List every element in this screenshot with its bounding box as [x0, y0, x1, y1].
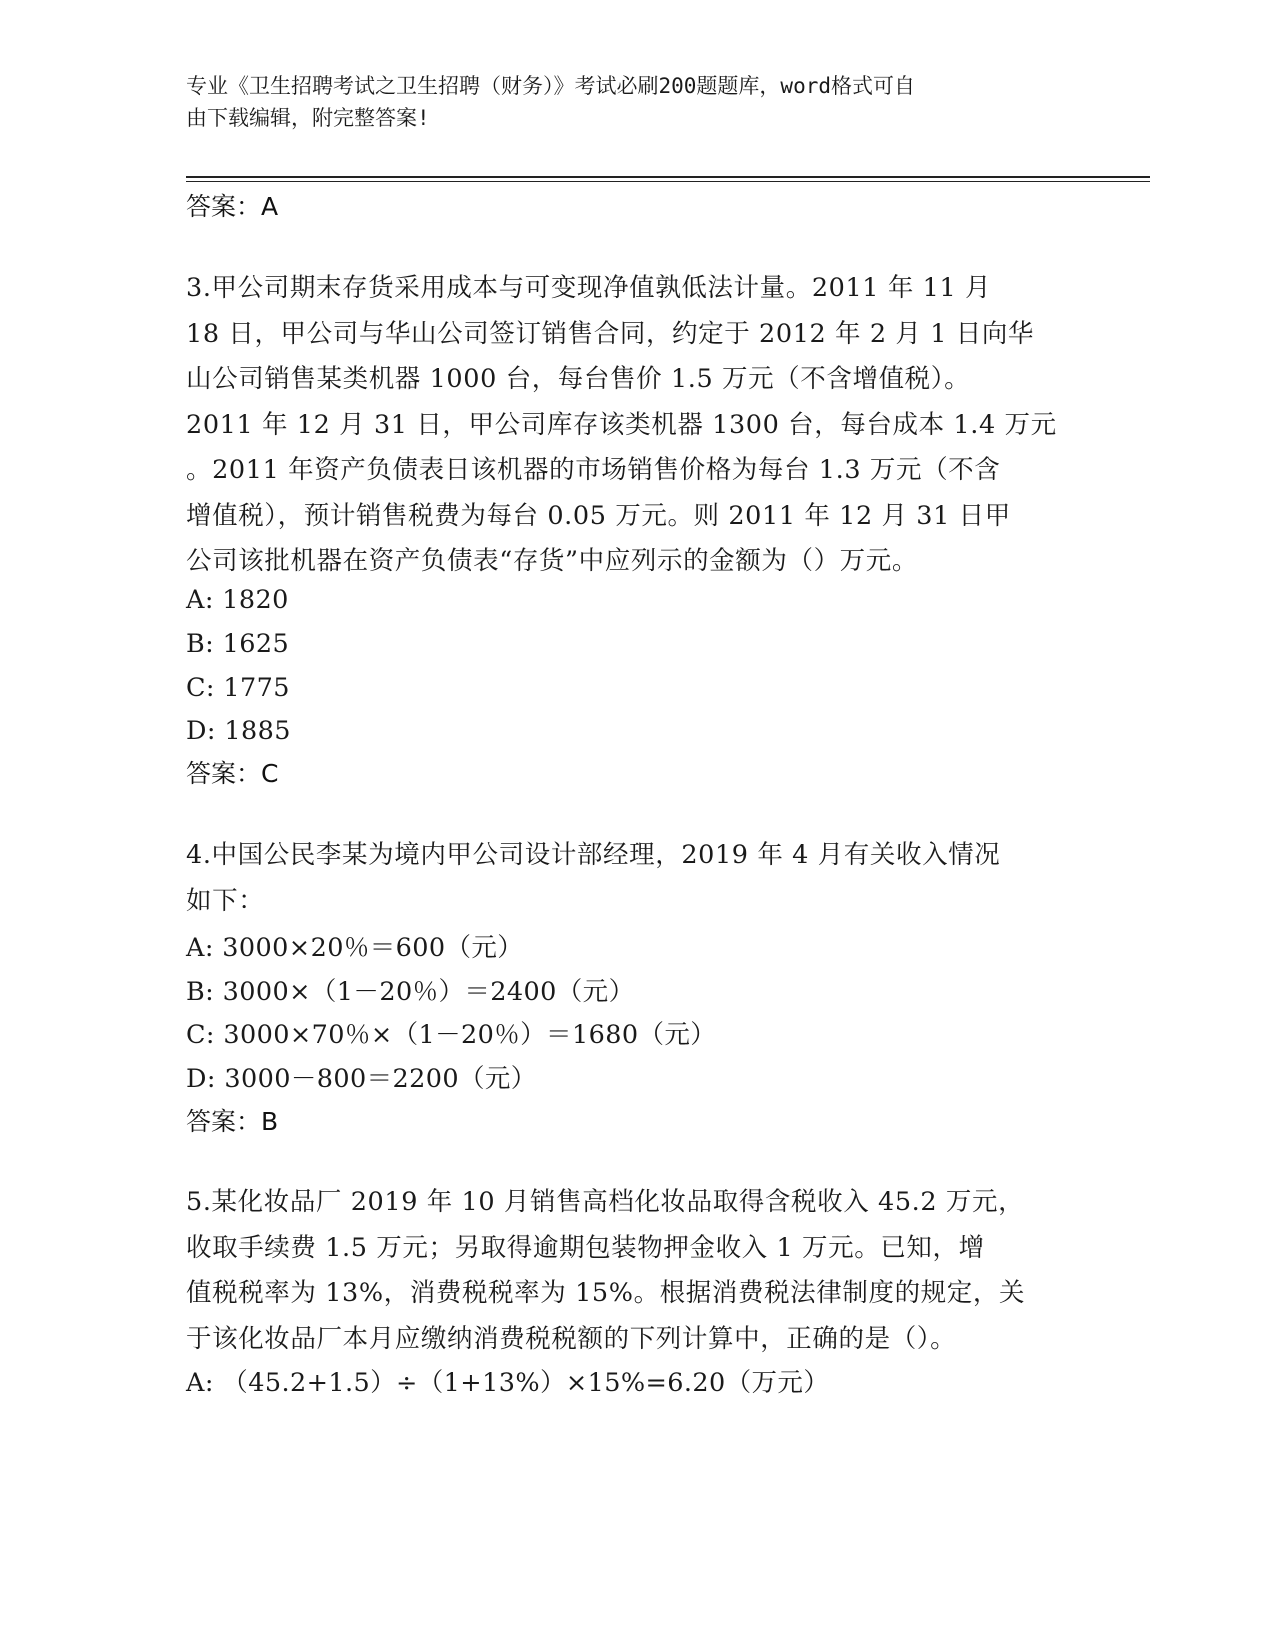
question-3-option-b: B: 1625: [186, 629, 290, 659]
header-line-1: 专业《卫生招聘考试之卫生招聘（财务）》考试必刷200题题库，word格式可自: [186, 74, 915, 98]
question-4-option-d: D: 3000－800＝2200（元）: [186, 1064, 537, 1094]
question-3-option-d: D: 1885: [186, 716, 291, 746]
question-5-line: 5.某化妆品厂 2019 年 10 月销售高档化妆品取得含税收入 45.2 万元，: [186, 1187, 1025, 1217]
question-4-option-a: A: 3000×20％＝600（元）: [186, 933, 524, 963]
question-4-stem: [186, 833, 1086, 924]
question-5-line: 值税税率为 13%，消费税税率为 15%。根据消费税法律制度的规定，关: [186, 1278, 1026, 1308]
question-5-stem: [186, 1180, 1086, 1362]
answer-prev: 答案：A: [186, 192, 279, 221]
document-header: [186, 70, 1066, 134]
question-3-line: 3.甲公司期末存货采用成本与可变现净值孰低法计量。2011 年 11 月: [186, 273, 992, 303]
question-3-line: 山公司销售某类机器 1000 台，每台售价 1.5 万元（不含增值税）。: [186, 364, 971, 394]
question-4-line: 4.中国公民李某为境内甲公司设计部经理，2019 年 4 月有关收入情况: [186, 840, 1001, 870]
question-3-stem: [186, 266, 1086, 585]
question-4-line: 如下：: [186, 885, 265, 916]
question-5-option-a: A: （45.2+1.5）÷（1+13%）×15%=6.20（万元）: [186, 1368, 830, 1398]
question-4-option-b: B: 3000×（1－20％）＝2400（元）: [186, 977, 635, 1007]
question-3-option-a: A: 1820: [186, 585, 289, 615]
header-rule-thick: [186, 176, 1150, 178]
question-4-answer: 答案：B: [186, 1107, 279, 1136]
header-rule-thin: [186, 181, 1150, 182]
question-4-option-c: C: 3000×70％×（1－20％）＝1680（元）: [186, 1020, 717, 1050]
question-3-answer: 答案：C: [186, 759, 279, 788]
question-3-option-c: C: 1775: [186, 673, 290, 703]
question-3-line: 公司该批机器在资产负债表“存货”中应列示的金额为（）万元。: [186, 546, 918, 576]
question-5-line: 于该化妆品厂本月应缴纳消费税税额的下列计算中，正确的是（）。: [186, 1323, 957, 1354]
question-3-line: 2011 年 12 月 31 日，甲公司库存该类机器 1300 台，每台成本 1.4 万元: [186, 409, 1057, 440]
question-3-line: 。2011 年资产负债表日该机器的市场销售价格为每台 1.3 万元（不含: [186, 455, 1001, 485]
question-5-line: 收取手续费 1.5 万元；另取得逾期包装物押金收入 1 万元。已知，增: [186, 1232, 985, 1263]
header-line-2: 由下载编辑，附完整答案!: [186, 106, 430, 130]
question-3-line: 18 日，甲公司与华山公司签订销售合同，约定于 2012 年 2 月 1 日向华: [186, 318, 1035, 349]
question-3-line: 增值税），预计销售税费为每台 0.05 万元。则 2011 年 12 月 31 日甲: [186, 500, 1011, 531]
